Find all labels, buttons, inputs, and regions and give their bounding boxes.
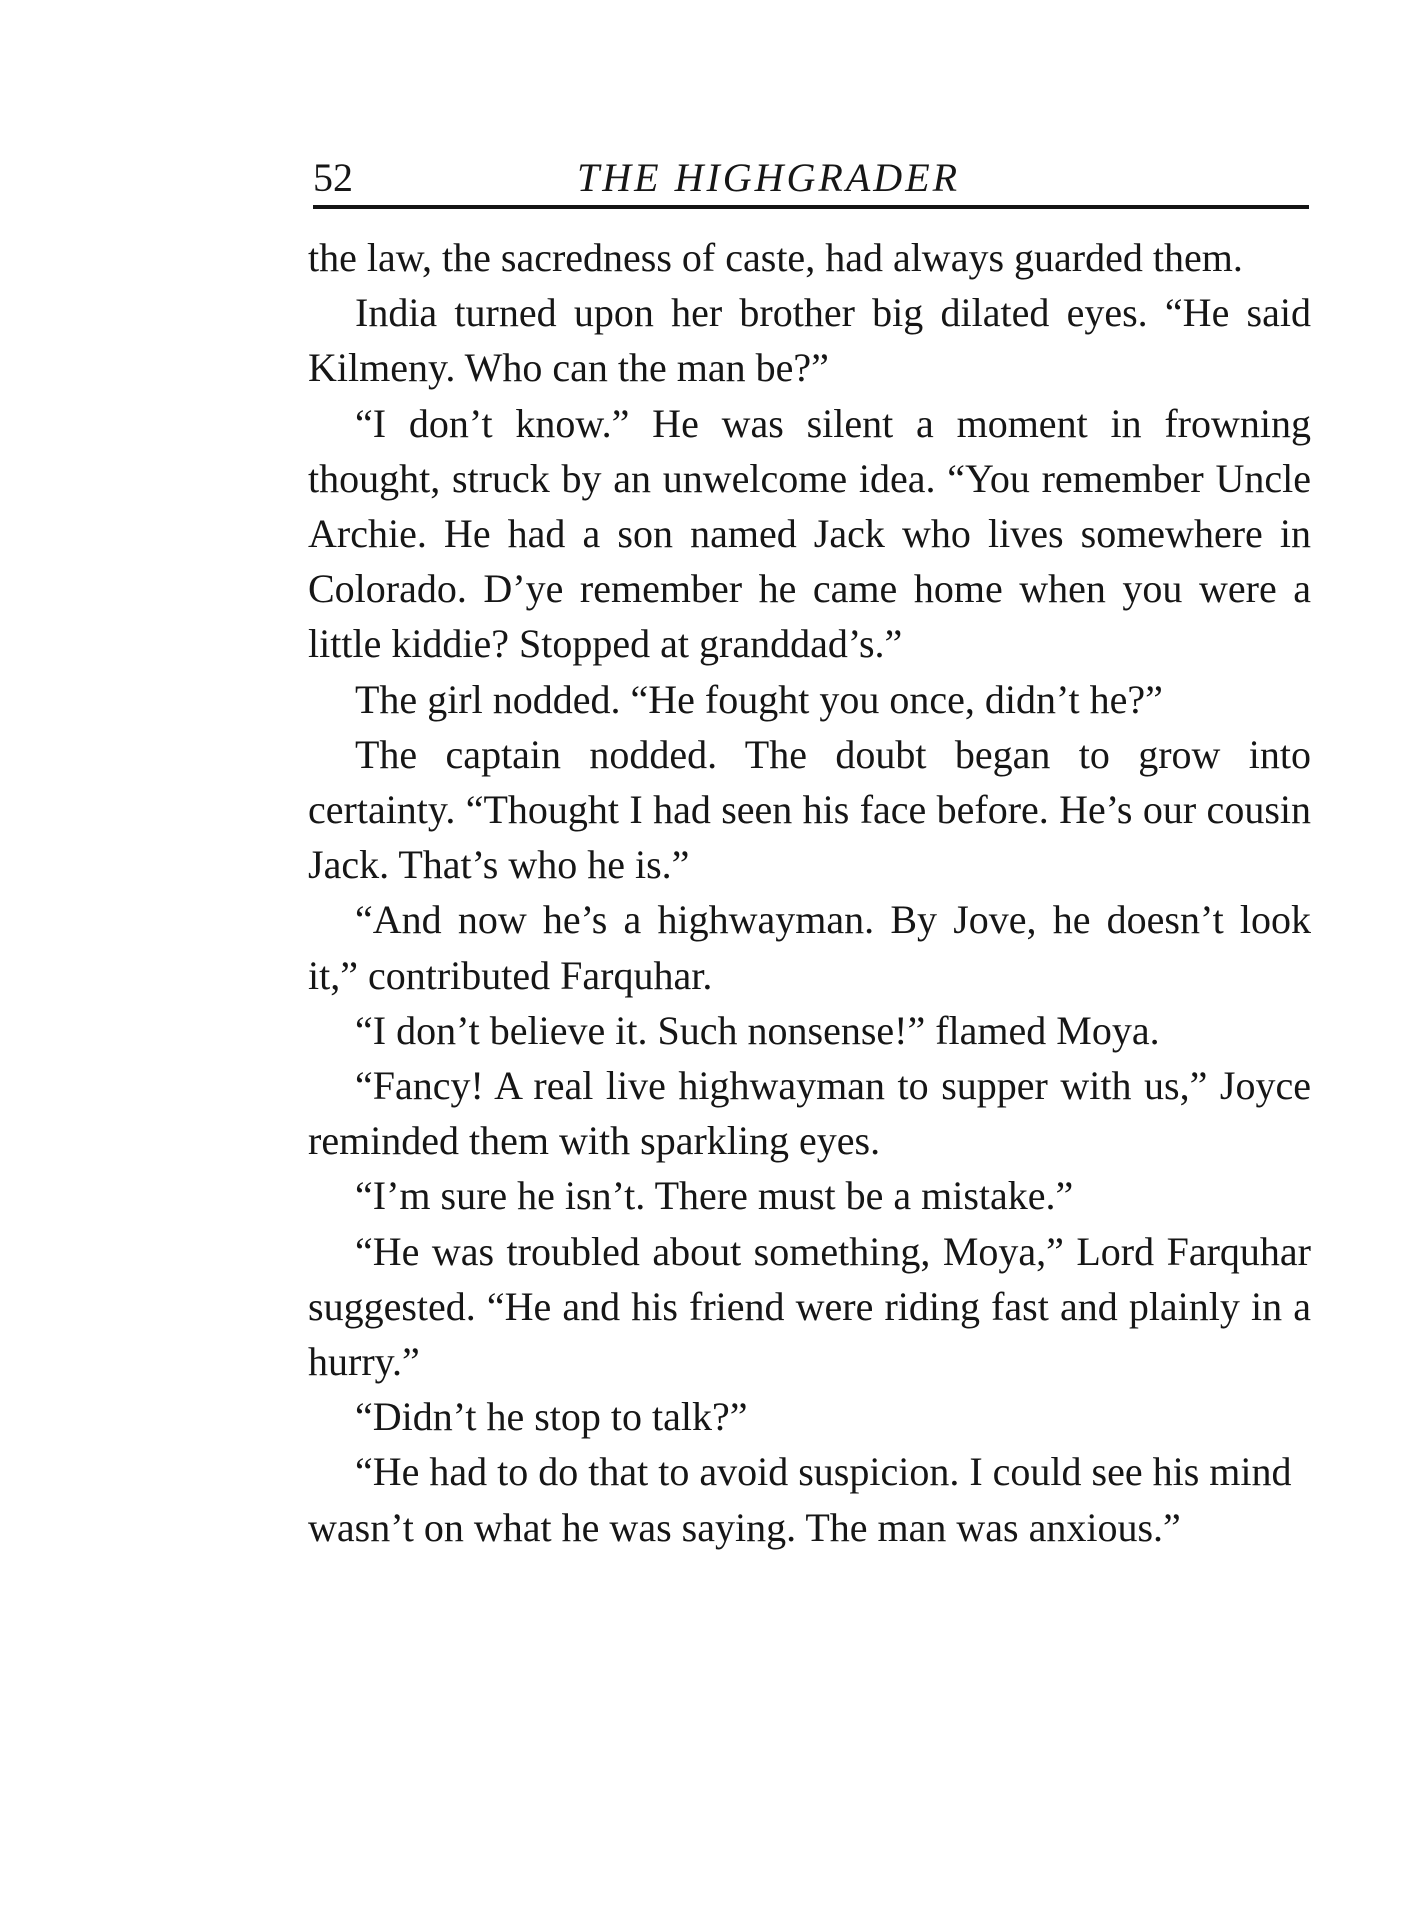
paragraph: “I don’t believe it. Such nonsense!” flamed Moya. xyxy=(355,1007,1160,1053)
paragraph: “Fancy! A real live highwayman to supper with us,” Joyce reminded them with sparkling eyes. xyxy=(308,1063,1311,1164)
book-title: THE HIGHGRADER xyxy=(577,155,961,200)
paragraph: the law, the sacredness of caste, had always guarded them. xyxy=(308,235,1243,280)
paragraph: “He was troubled about something, Moya,” Lord Farquhar suggested. “He and his friend were riding fast and plainly in a hurry.” xyxy=(308,1228,1311,1385)
paragraph: The captain nodded. The doubt began to grow into certainty. “Thought I had seen his face before. He’s our cousin Jack. That’s who he is.” xyxy=(308,731,1311,888)
body-text xyxy=(308,230,1311,1555)
running-head xyxy=(313,150,1309,206)
paragraph: “And now he’s a highwayman. By Jove, he doesn’t look it,” contributed Farquhar. xyxy=(308,897,1311,998)
paragraph: The girl nodded. “He fought you once, didn’t he?” xyxy=(355,676,1163,722)
paragraph: “He had to do that to avoid suspicion. I could see his mind wasn’t on what he was saying. The man was anxious.” xyxy=(308,1449,1292,1550)
paragraph: “I’m sure he isn’t. There must be a mistake.” xyxy=(355,1173,1074,1219)
paragraph: “I don’t know.” He was silent a moment in frowning thought, struck by an unwelcome idea. “You remember Uncle Archie. He had a son named Jack who lives somewhere in Colorado. D’ye remember he came home when you were a little kiddie? Stopped at granddad’s.” xyxy=(308,400,1311,667)
paragraph: India turned upon her brother big dilated eyes. “He said Kilmeny. Who can the man be?” xyxy=(308,290,1311,391)
paragraph: “Didn’t he stop to talk?” xyxy=(355,1394,748,1440)
page-number: 52 xyxy=(313,155,353,200)
header-rule xyxy=(313,205,1309,209)
